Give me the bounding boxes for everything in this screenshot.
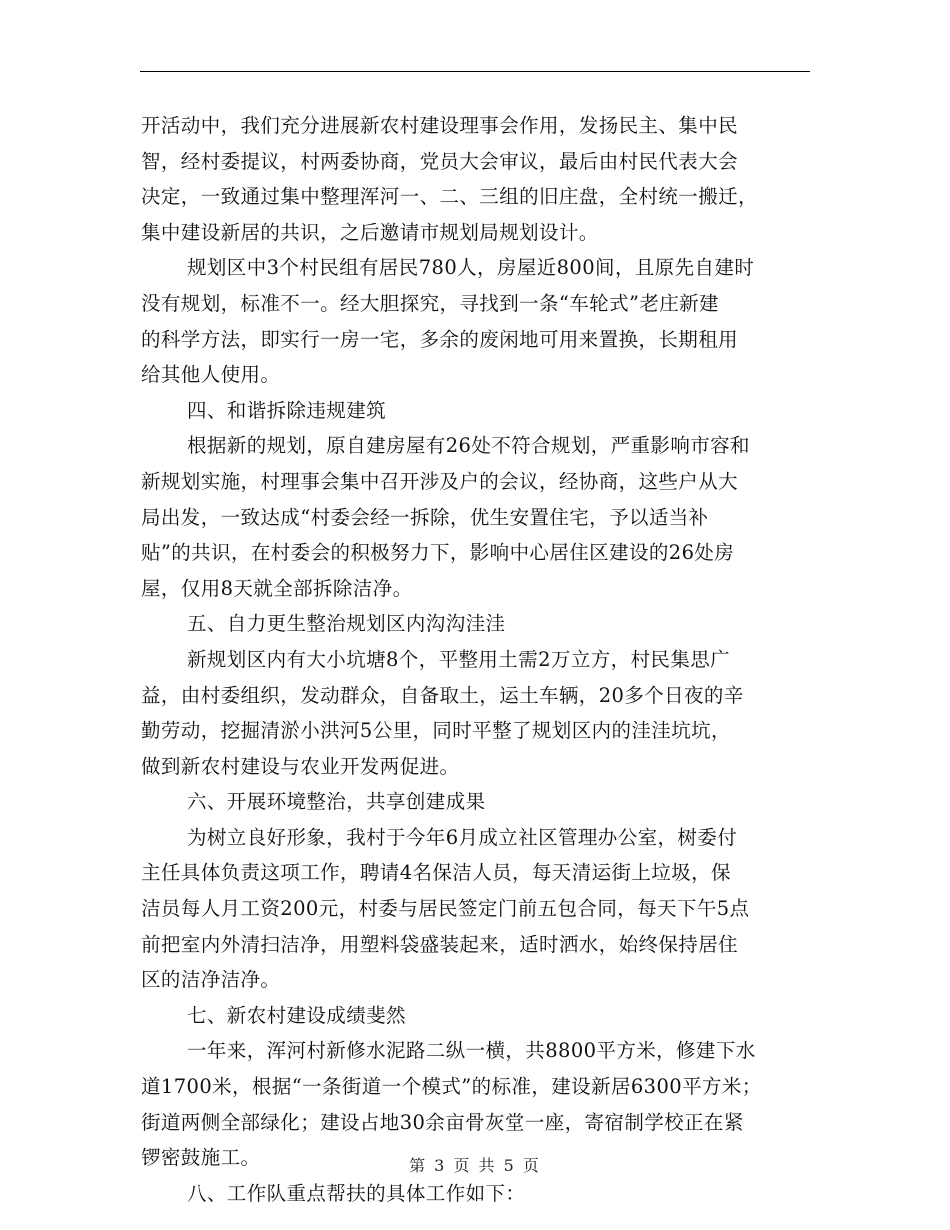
text-line: 决定，一致通过集中整理浑河一、二、三组的旧庄盘，全村统一搬迁，	[141, 185, 758, 209]
text-line: 局出发，一致达成“村委会经一拆除，优生安置住宅，予以适当补	[141, 505, 709, 529]
text-line: 屋，仅用8天就全部拆除洁净。	[141, 576, 413, 600]
text-line: 贴”的共识，在村委会的积极努力下，影响中心居住区建设的26处房	[141, 541, 735, 565]
text-line: 根据新的规划，原自建房屋有26处不符合规划，严重影响市容和	[187, 434, 750, 458]
text-line: 六、开展环境整治，共享创建成果	[187, 790, 486, 814]
text-line: 主任具体负责这项工作，聘请4名保洁人员，每天清运街上垃圾，保	[141, 861, 731, 885]
header-rule	[140, 71, 810, 72]
text-line: 四、和谐拆除违规建筑	[187, 398, 387, 422]
text-line: 没有规划，标准不一。经大胆探究，寻找到一条“车轮式”老庄新建	[141, 291, 719, 315]
text-line: 勤劳动，挖掘清淤小洪河5公里，同时平整了规划区内的洼洼坑坑，	[141, 719, 731, 743]
text-line: 五、自力更生整治规划区内沟沟洼洼	[187, 612, 506, 636]
text-line: 益，由村委组织，发动群众，自备取土，运土车辆，20多个日夜的辛	[141, 683, 744, 707]
text-line: 八、工作队重点帮扶的具体工作如下：	[187, 1181, 526, 1205]
text-line: 区的洁净洁净。	[141, 968, 281, 992]
text-line: 七、新农村建设成绩斐然	[187, 1003, 406, 1027]
text-line: 街道两侧全部绿化；建设占地30余亩骨灰堂一座，寄宿制学校正在紧	[141, 1110, 744, 1134]
text-line: 智，经村委提议，村两委协商，党员大会审议，最后由村民代表大会	[141, 149, 739, 173]
text-line: 洁员每人月工资200元，村委与居民签定门前五包合同，每天下午5点	[141, 897, 750, 921]
page-footer: 第 3 页 共 5 页	[409, 1156, 541, 1175]
document-body	[141, 108, 811, 1211]
text-line: 新规划实施，村理事会集中召开涉及户的会议，经协商，这些户从大	[141, 469, 739, 493]
text-line: 道1700米，根据“一条街道一个模式”的标准，建设新居6300平方米；	[141, 1075, 762, 1099]
text-line: 集中建设新居的共识，之后邀请市规划局规划设计。	[141, 220, 599, 244]
text-line: 新规划区内有大小坑塘8个，平整用土需2万立方，村民集思广	[187, 647, 731, 671]
text-line: 的科学方法，即实行一房一宅，多余的废闲地可用来置换，长期租用	[141, 327, 739, 351]
text-line: 做到新农村建设与农业开发两促进。	[141, 754, 460, 778]
text-line: 开活动中，我们充分进展新农村建设理事会作用，发扬民主、集中民	[141, 114, 739, 137]
text-line: 为树立良好形象，我村于今年6月成立社区管理办公室，树委付	[187, 825, 738, 849]
text-line: 锣密鼓施工。	[141, 1146, 261, 1170]
text-line: 前把室内外清扫洁净，用塑料袋盛装起来，适时洒水，始终保持居住	[141, 932, 739, 956]
text-line: 规划区中3个村民组有居民780人，房屋近800间，且原先自建时	[187, 256, 755, 280]
text-line: 给其他人使用。	[141, 363, 281, 387]
text-line: 一年来，浑河村新修水泥路二纵一横，共8800平方米，修建下水	[187, 1039, 756, 1063]
